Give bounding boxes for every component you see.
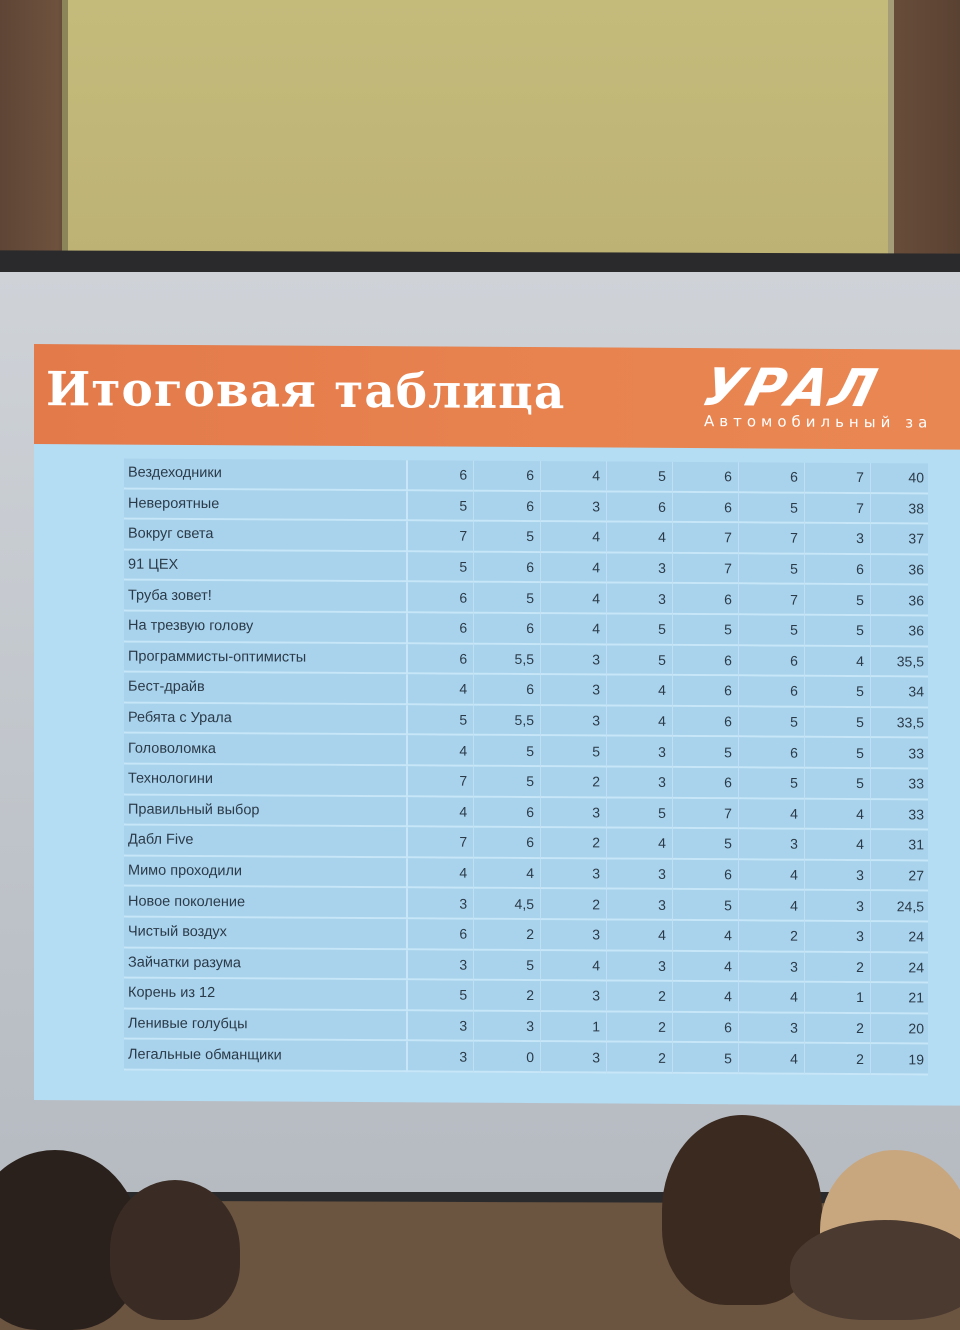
round-score: 5,5 <box>474 644 541 675</box>
round-score: 3 <box>607 767 673 798</box>
table-row <box>124 795 928 831</box>
team-name: Корень из 12 <box>124 979 408 1011</box>
team-name: 91 ЦЕХ <box>124 550 408 582</box>
company-logo: УРАЛ <box>696 358 886 420</box>
round-score: 5 <box>739 554 805 585</box>
round-score: 6 <box>408 460 474 491</box>
total-score: 24 <box>871 953 928 984</box>
round-score: 3 <box>805 860 871 891</box>
team-name: Ребята с Урала <box>124 703 408 735</box>
round-score: 2 <box>739 921 805 952</box>
round-score: 3 <box>541 920 607 951</box>
round-score: 6 <box>739 738 805 769</box>
table-row <box>124 979 928 1015</box>
total-score: 33 <box>871 738 928 769</box>
table-row <box>124 612 928 648</box>
round-score: 4 <box>541 461 607 492</box>
round-score: 5 <box>739 493 805 524</box>
team-name: Ленивые голубцы <box>124 1009 408 1041</box>
round-score: 5 <box>805 585 871 616</box>
round-score: 3 <box>607 951 673 982</box>
round-score: 3 <box>805 922 871 953</box>
round-score: 5 <box>805 738 871 769</box>
presentation-slide <box>34 344 960 1106</box>
total-score: 34 <box>871 677 928 708</box>
round-score: 4 <box>805 799 871 830</box>
round-score: 3 <box>739 829 805 860</box>
round-score: 6 <box>474 491 541 522</box>
total-score: 19 <box>871 1044 928 1075</box>
total-score: 27 <box>871 861 928 892</box>
round-score: 5 <box>541 736 607 767</box>
round-score: 3 <box>805 524 871 555</box>
round-score: 3 <box>474 1011 541 1042</box>
round-score: 6 <box>474 675 541 706</box>
round-score: 5 <box>474 767 541 798</box>
round-score: 3 <box>739 1013 805 1044</box>
round-score: 6 <box>474 461 541 492</box>
total-score: 33 <box>871 769 928 800</box>
team-name: На трезвую голову <box>124 612 408 644</box>
round-score: 0 <box>474 1042 541 1073</box>
table-row <box>124 673 928 709</box>
team-name: Мимо проходили <box>124 856 408 888</box>
table-row <box>124 642 928 678</box>
round-score: 3 <box>541 859 607 890</box>
team-name: Новое поколение <box>124 887 408 919</box>
round-score: 4 <box>805 646 871 677</box>
team-name: Головоломка <box>124 734 408 766</box>
team-name: Дабл Five <box>124 826 408 858</box>
round-score: 4 <box>408 858 474 889</box>
round-score: 3 <box>408 1042 474 1073</box>
total-score: 31 <box>871 830 928 861</box>
round-score: 6 <box>474 552 541 583</box>
round-score: 4 <box>607 523 673 554</box>
round-score: 6 <box>474 828 541 859</box>
round-score: 2 <box>607 1012 673 1043</box>
round-score: 5 <box>474 522 541 553</box>
round-score: 5 <box>805 769 871 800</box>
round-score: 4 <box>739 860 805 891</box>
round-score: 5 <box>474 583 541 614</box>
table-row <box>124 764 928 800</box>
round-score: 5 <box>739 615 805 646</box>
total-score: 33 <box>871 800 928 831</box>
round-score: 6 <box>673 462 739 493</box>
round-score: 4 <box>805 830 871 861</box>
round-score: 4 <box>607 706 673 737</box>
round-score: 6 <box>408 644 474 675</box>
round-score: 5 <box>607 798 673 829</box>
round-score: 4 <box>673 982 739 1013</box>
round-score: 5 <box>673 890 739 921</box>
table-row <box>124 734 928 770</box>
table-row <box>124 703 928 739</box>
round-score: 7 <box>673 523 739 554</box>
wall-panel <box>62 0 894 255</box>
total-score: 20 <box>871 1014 928 1045</box>
round-score: 7 <box>739 585 805 616</box>
round-score: 2 <box>805 1013 871 1044</box>
round-score: 5 <box>607 645 673 676</box>
round-score: 4 <box>607 676 673 707</box>
round-score: 3 <box>541 981 607 1012</box>
round-score: 5 <box>805 616 871 647</box>
round-score: 5 <box>607 462 673 493</box>
round-score: 3 <box>541 675 607 706</box>
table-row <box>124 887 928 923</box>
total-score: 36 <box>871 616 928 647</box>
round-score: 4 <box>541 951 607 982</box>
round-score: 7 <box>673 798 739 829</box>
total-score: 24 <box>871 922 928 953</box>
round-score: 3 <box>805 891 871 922</box>
round-score: 6 <box>673 676 739 707</box>
table-row <box>124 459 928 495</box>
round-score: 6 <box>408 583 474 614</box>
team-name: Вездеходники <box>124 459 408 491</box>
round-score: 4 <box>739 982 805 1013</box>
round-score: 1 <box>805 983 871 1014</box>
table-row <box>124 856 928 892</box>
round-score: 3 <box>408 950 474 981</box>
round-score: 4 <box>739 891 805 922</box>
round-score: 5 <box>408 705 474 736</box>
team-name: Зайчатки разума <box>124 948 408 980</box>
team-name: Чистый воздух <box>124 917 408 949</box>
table-row <box>124 1040 928 1076</box>
round-score: 3 <box>541 1042 607 1073</box>
round-score: 2 <box>607 982 673 1013</box>
round-score: 6 <box>607 492 673 523</box>
round-score: 4 <box>408 736 474 767</box>
team-name: Правильный выбор <box>124 795 408 827</box>
round-score: 6 <box>474 614 541 645</box>
round-score: 2 <box>805 1044 871 1075</box>
round-score: 4 <box>474 858 541 889</box>
results-table <box>124 459 928 1076</box>
total-score: 35,5 <box>871 647 928 678</box>
round-score: 3 <box>607 890 673 921</box>
total-score: 24,5 <box>871 891 928 922</box>
table-row <box>124 1009 928 1045</box>
round-score: 6 <box>408 613 474 644</box>
round-score: 6 <box>739 676 805 707</box>
total-score: 33,5 <box>871 708 928 739</box>
table-row <box>124 489 928 525</box>
round-score: 3 <box>607 553 673 584</box>
total-score: 37 <box>871 524 928 555</box>
round-score: 5 <box>408 491 474 522</box>
table-row <box>124 826 928 862</box>
round-score: 6 <box>673 768 739 799</box>
round-score: 5 <box>739 768 805 799</box>
round-score: 4 <box>607 829 673 860</box>
round-score: 4 <box>541 614 607 645</box>
round-score: 5 <box>408 980 474 1011</box>
round-score: 7 <box>408 827 474 858</box>
table-row <box>124 917 928 953</box>
round-score: 4 <box>739 1044 805 1075</box>
slide-header <box>34 344 960 450</box>
round-score: 3 <box>607 859 673 890</box>
round-score: 3 <box>541 706 607 737</box>
round-score: 4 <box>408 797 474 828</box>
round-score: 5 <box>673 737 739 768</box>
round-score: 4 <box>541 553 607 584</box>
round-score: 5 <box>805 707 871 738</box>
round-score: 5 <box>607 614 673 645</box>
total-score: 21 <box>871 983 928 1014</box>
results-table-body <box>124 459 928 1076</box>
round-score: 5 <box>739 707 805 738</box>
round-score: 6 <box>673 584 739 615</box>
round-score: 5 <box>673 829 739 860</box>
round-score: 6 <box>408 919 474 950</box>
team-name: Невероятные <box>124 489 408 521</box>
round-score: 3 <box>541 798 607 829</box>
table-row <box>124 550 928 586</box>
round-score: 7 <box>805 463 871 494</box>
team-name: Легальные обманщики <box>124 1040 408 1072</box>
round-score: 7 <box>408 521 474 552</box>
round-score: 4 <box>541 522 607 553</box>
round-score: 4 <box>673 951 739 982</box>
round-score: 5 <box>408 552 474 583</box>
round-score: 2 <box>541 767 607 798</box>
total-score: 40 <box>871 463 928 494</box>
round-score: 5 <box>673 615 739 646</box>
round-score: 5,5 <box>474 705 541 736</box>
round-score: 6 <box>673 860 739 891</box>
round-score: 2 <box>474 981 541 1012</box>
round-score: 7 <box>739 523 805 554</box>
round-score: 5 <box>474 736 541 767</box>
total-score: 38 <box>871 494 928 525</box>
total-score: 36 <box>871 585 928 616</box>
round-score: 5 <box>474 950 541 981</box>
round-score: 6 <box>805 554 871 585</box>
round-score: 5 <box>805 677 871 708</box>
round-score: 4 <box>607 920 673 951</box>
round-score: 4 <box>739 799 805 830</box>
round-score: 2 <box>474 920 541 951</box>
round-score: 4 <box>541 583 607 614</box>
team-name: Программисты-оптимисты <box>124 642 408 674</box>
round-score: 4,5 <box>474 889 541 920</box>
round-score: 6 <box>739 462 805 493</box>
round-score: 6 <box>673 1013 739 1044</box>
team-name: Вокруг света <box>124 520 408 552</box>
round-score: 3 <box>408 889 474 920</box>
round-score: 5 <box>673 1043 739 1074</box>
round-score: 7 <box>805 493 871 524</box>
table-row <box>124 520 928 556</box>
round-score: 2 <box>805 952 871 983</box>
round-score: 6 <box>673 492 739 523</box>
round-score: 3 <box>607 584 673 615</box>
round-score: 1 <box>541 1012 607 1043</box>
round-score: 3 <box>408 1011 474 1042</box>
round-score: 4 <box>673 921 739 952</box>
total-score: 36 <box>871 555 928 586</box>
round-score: 3 <box>541 492 607 523</box>
team-name: Труба зовет! <box>124 581 408 613</box>
team-name: Бест-драйв <box>124 673 408 705</box>
audience-head <box>790 1220 960 1320</box>
round-score: 7 <box>408 766 474 797</box>
round-score: 6 <box>474 797 541 828</box>
round-score: 2 <box>607 1043 673 1074</box>
round-score: 3 <box>541 645 607 676</box>
round-score: 3 <box>739 952 805 983</box>
logo-tagline: Автомобильный за <box>704 412 933 432</box>
round-score: 6 <box>673 645 739 676</box>
round-score: 2 <box>541 828 607 859</box>
table-row <box>124 581 928 617</box>
table-row <box>124 948 928 984</box>
round-score: 3 <box>607 737 673 768</box>
round-score: 7 <box>673 554 739 585</box>
round-score: 2 <box>541 889 607 920</box>
slide-title: Итоговая таблица <box>46 362 566 421</box>
team-name: Технологини <box>124 764 408 796</box>
round-score: 4 <box>408 674 474 705</box>
round-score: 6 <box>673 707 739 738</box>
round-score: 6 <box>739 646 805 677</box>
audience-head <box>110 1180 240 1320</box>
